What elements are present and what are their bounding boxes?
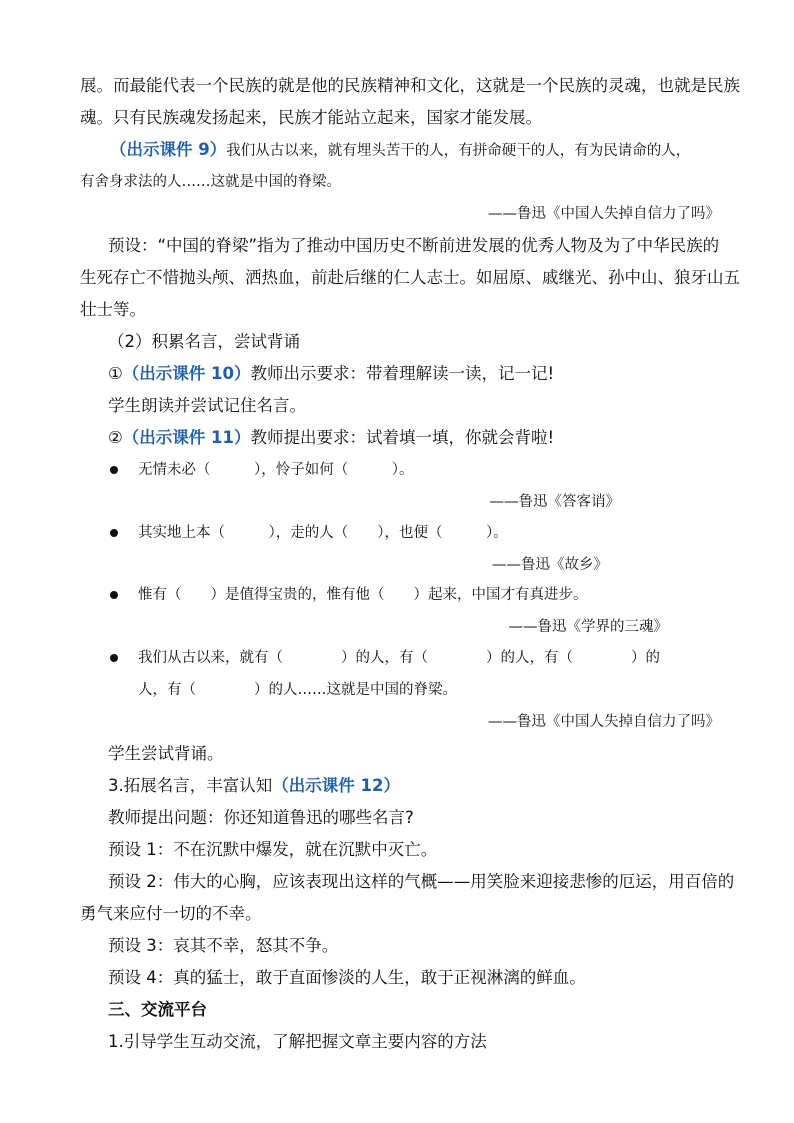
intro-line-2: 魂。只有民族魂发扬起来，民族才能站立起来，国家才能发展。: [80, 108, 542, 127]
section3-preset-3: 预设 3：哀其不幸，怒其不争。: [108, 936, 339, 955]
bullet-icon: [110, 466, 118, 474]
fill-item-1: 无情未必（ ），怜子如何（ ）。: [138, 462, 414, 478]
step2-number: ②: [108, 428, 123, 447]
fill-item-2-source: ——鲁迅《故乡》: [492, 557, 608, 573]
quote1-text: 我们从古以来，就有埋头苦干的人，有拼命硬干的人，有为民请命的人，: [226, 143, 691, 159]
bullet-icon: [110, 591, 118, 599]
step2-text: 教师提出要求：试着填一填，你就会背啦!: [250, 428, 555, 447]
section3-question: 教师提出问题：你还知道鲁迅的哪些名言?: [108, 808, 414, 827]
preset-line-1: 预设：“中国的脊梁”指为了推动中国历史不断前进发展的优秀人物及为了中华民族的: [108, 236, 720, 255]
bullet-icon: [110, 529, 118, 537]
quote1-source: ——鲁迅《中国人失掉自信力了吗》: [488, 206, 720, 222]
fill-item-3: 惟有（ ）是值得宝贵的，惟有他（ ）起来，中国才有真进步。: [138, 587, 588, 603]
step2-line: [108, 426, 554, 450]
bullet-icon: [110, 654, 118, 662]
courseware-tag: （出示课件 11）: [122, 428, 251, 447]
courseware-tag: （出示课件 10）: [122, 364, 251, 383]
section3-heading: [108, 774, 400, 798]
preset-line-2: 生死存亡不惜抛头颅、洒热血，前赴后继的仁人志士。如屈原、戚继光、孙中山、狼牙山五: [80, 268, 740, 287]
section3-preset-2-line-1: 预设 2：伟大的心胸，应该表现出这样的气概——用笑脸来迎接悲惨的厄运，用百倍的: [108, 872, 735, 891]
fill-item-4-source: ——鲁迅《中国人失掉自信力了吗》: [488, 714, 720, 730]
step1-text: 教师出示要求：带着理解读一读，记一记!: [250, 364, 555, 383]
fill-item-4-line-1: 我们从古以来，就有（ ）的人，有（ ）的人，有（ ）的: [138, 650, 660, 666]
step1-follow: 学生朗读并尝试记住名言。: [108, 396, 306, 415]
quote1-line-2: 有舍身求法的人……这就是中国的脊梁。: [80, 174, 341, 190]
section3-preset-1: 预设 1：不在沉默中爆发，就在沉默中灭亡。: [108, 840, 438, 859]
preset-line-3: 壮士等。: [80, 300, 146, 319]
quote1-line-1: [110, 138, 690, 163]
section-three-heading: 三、交流平台: [108, 1000, 207, 1019]
section2-heading: （2）积累名言，尝试背诵: [108, 332, 300, 351]
fill-item-4-line-2: 人，有（ ）的人……这就是中国的脊梁。: [138, 682, 457, 698]
fill-item-1-source: ——鲁迅《答客诮》: [489, 494, 620, 510]
section3-preset-2-line-2: 勇气来应付一切的不幸。: [80, 904, 262, 923]
courseware-tag: （出示课件 9）: [110, 140, 227, 159]
courseware-tag: （出示课件 12）: [272, 776, 400, 795]
intro-line-1: 展。而最能代表一个民族的就是他的民族精神和文化，这就是一个民族的灵魂，也就是民族: [80, 76, 740, 95]
section3-preset-4: 预设 4：真的猛士，敢于直面惨淡的人生，敢于正视淋漓的鲜血。: [108, 968, 586, 987]
fill-item-3-source: ——鲁迅《学界的三魂》: [508, 619, 668, 635]
section-three-item-1: 1.引导学生互动交流，了解把握文章主要内容的方法: [108, 1032, 487, 1051]
recite-line: 学生尝试背诵。: [108, 744, 224, 763]
fill-item-2: 其实地上本（ ），走的人（ ），也便（ ）。: [138, 525, 508, 541]
section3-title: 3.拓展名言，丰富认知: [108, 776, 273, 795]
step1-number: ①: [108, 364, 123, 383]
step1-line: [108, 362, 554, 386]
